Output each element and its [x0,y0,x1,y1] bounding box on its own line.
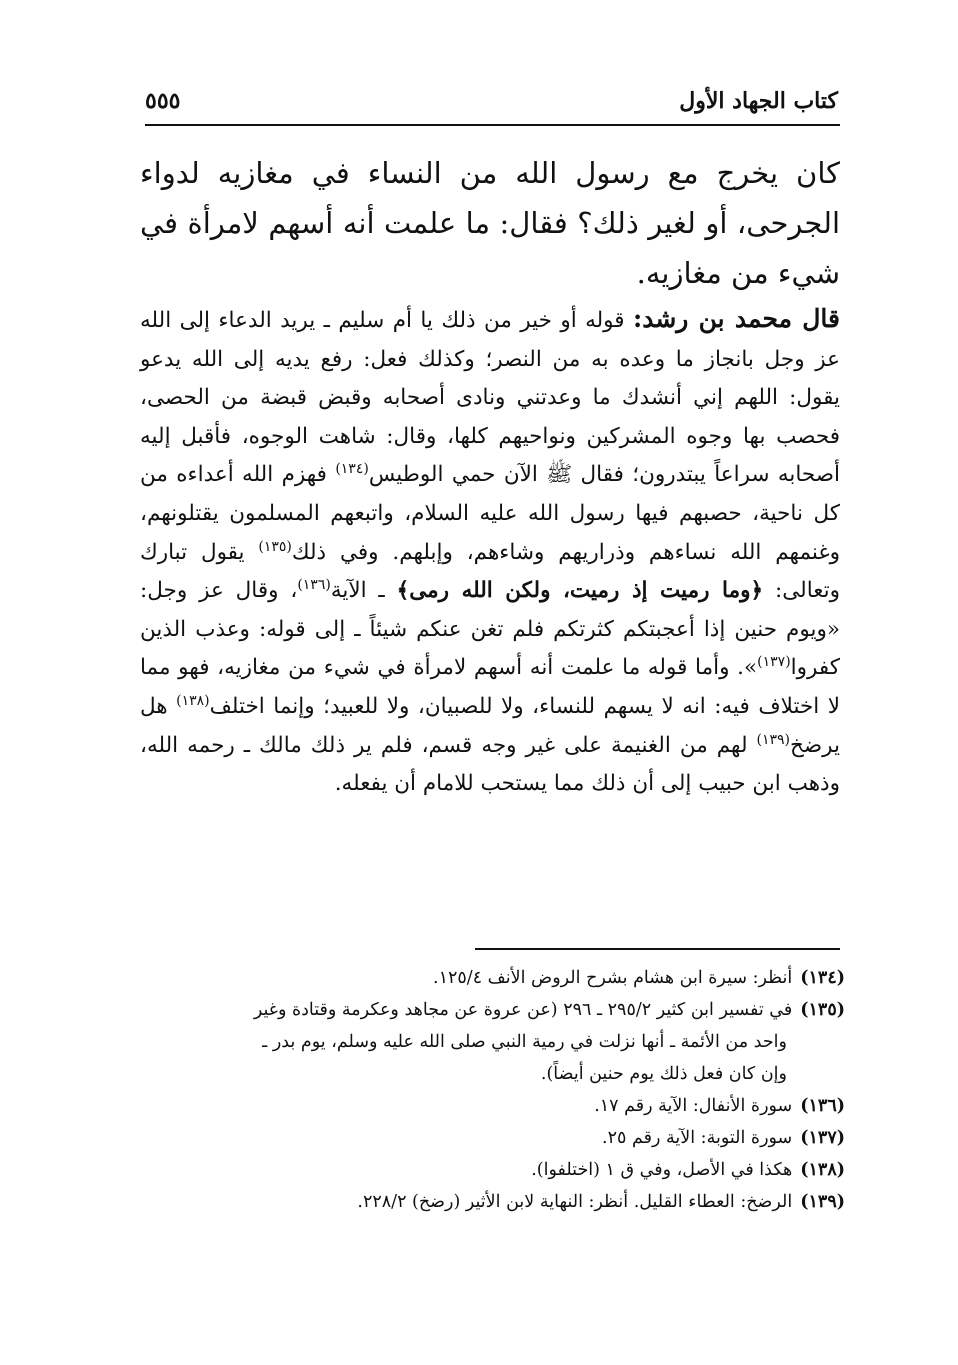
footnote-text: سورة الأنفال: الآية رقم ١٧. [594,1096,793,1116]
footnote-number: (١٣٧) [800,1128,845,1148]
footnote-text: الرضخ: العطاء القليل. أنظر: النهاية لابن الأثير (رضخ) ٢٢٨/٢. [357,1192,793,1212]
footnote [140,1122,845,1154]
footnote-text: أنظر: سيرة ابن هشام بشرح الروض الأنف ١٢٥/٤. [433,968,793,988]
commentary-text: قوله أو خير من ذلك يا أم سليم ـ يريد الدعاء إلى الله عز وجل بانجاز ما وعده به من النصر؛ وكذلك فعل: رفع يديه إلى الله يدعو يقول: اللهم إني أنشدك ما وعدتني ونادى أصحابه وقبض قبضة من الحصى، فحصب بها وجوه المشركين ونواحيهم كلها، وقال: شاهت الوجوه، فأقبل إليه أصحابه سراعاً يبتدرون؛ فقال ﷺ الآن حمي الوطيس [140,308,840,488]
footnote-ref-136: (١٣٦) [297,577,331,593]
footnotes [140,962,845,1218]
footnote-continuation: وإن كان فعل ذلك يوم حنين أيضاً). [540,1064,787,1084]
footnote [140,1186,845,1218]
footnote-ref-139: (١٣٩) [756,731,791,748]
footnote-ref-138: (١٣٨) [176,692,210,709]
commentary-text: ـ الآية [330,578,385,604]
footnote-number: (١٣٨) [800,1160,845,1180]
commentary-text: فهزم الله أعداءه من كل ناحية، حصبهم فيها رسول الله عليه السلام، واتبعهم المسلمون يقتلونهم، وغنمهم الله نساءهم وذراريهم وشاءهم، وإبلهم. وفي ذلك [140,462,840,565]
footnote-text: سورة التوبة: الآية رقم ٢٥. [602,1128,793,1148]
running-title: كتاب الجهاد الأول [679,88,838,114]
footnote-separator [475,948,840,950]
commentary-text: ». وأما قوله ما علمت أنه أسهم لامرأة في شيء من مغازيه، فهو مما لا اختلاف فيه: انه لا يسهم للنساء، ولا للصبيان، ولا للعبيد؛ وإنما اختلف [140,655,840,719]
commentary-text: ، وقال عز وجل: «ويوم حنين إذا أعجبتكم كثرتكم فلم تغن عنكم شيئاً ـ إلى قوله: وعذب الذين كفروا [140,578,841,681]
footnote-number: (١٣٩) [800,1192,845,1212]
footnote [140,1154,845,1186]
footnote-text: هكذا في الأصل، وفي ق ١ (اختلفوا). [531,1160,793,1180]
commentary-text: لهم من الغنيمة على غير وجه قسم، فلم ير ذلك مالك ـ رحمه الله، وذهب ابن حبيب إلى أن ذلك مما يستحب للامام أن يفعله. [140,732,840,797]
page-header [145,80,838,120]
commentary-text: هل يرضخ [140,693,840,758]
footnote [140,1090,845,1122]
commentary-lead: قال محمد بن رشد: [632,304,840,333]
footnote-number: (١٣٦) [800,1096,845,1116]
footnote-ref-134: (١٣٤) [335,461,369,478]
footnote-number: (١٣٥) [800,1000,845,1020]
footnote-continuation: واحد من الأئمة ـ أنها نزلت في رمية النبي صلى الله عليه وسلم، يوم بدر ـ [262,1032,787,1052]
footnote-number: (١٣٤) [800,968,845,988]
footnote [140,994,845,1090]
footnote [140,962,845,994]
page-number: ٥٥٥ [145,88,181,114]
footnote-text: في تفسير ابن كثير ٢٩٥/٢ ـ ٢٩٦ (عن عروة عن مجاهد وعكرمة وقتادة وغير [253,1000,793,1020]
commentary-paragraph [140,300,840,804]
quran-verse: ﴿وما رميت إذ رميت، ولكن الله رمى﴾ [396,578,764,604]
header-rule [145,124,840,126]
commentary-text: يقول تبارك وتعالى: [140,539,841,604]
footnote-ref-135: (١٣٥) [258,538,292,555]
intro-paragraph: كان يخرج مع رسول الله من النساء في مغازيه لدواء الجرحى، أو لغير ذلك؟ فقال: ما علمت أنه أسهم لامرأة في شيء من مغازيه. [140,156,840,290]
footnote-ref-137: (١٣٧) [757,654,791,671]
